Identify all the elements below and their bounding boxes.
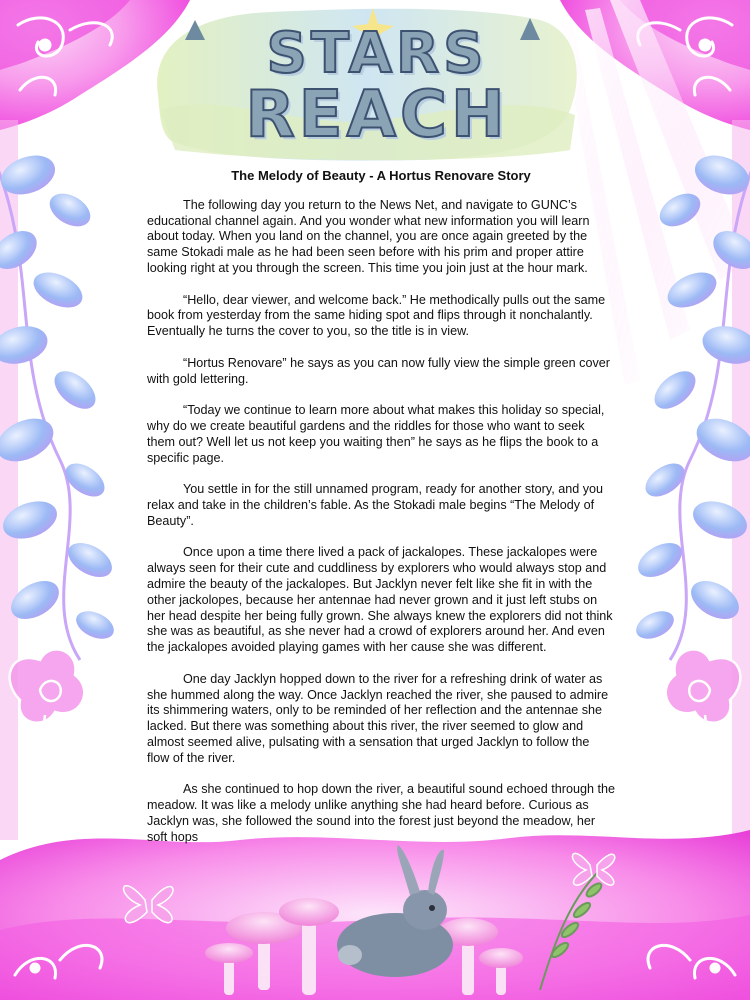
story-paragraph: “Hortus Renovare” he says as you can now fully view the simple green cover with gold lettering. (147, 355, 610, 386)
story-content (147, 168, 615, 861)
story-paragraph: “Today we continue to learn more about what makes this holiday so special, why do we create beautiful gardens and the riddles for those who want to seek them out? Well let us not keep you waiting then” he says as he flips the book to a specific page. (147, 403, 605, 465)
rose-outline-right (666, 649, 741, 860)
story-paragraph: As she continued to hop down the river, a beautiful sound echoed through the meadow. It was like a melody unlike anything she had heard before. Curious as Jacklyn was, she followed the sound into the forest just beyond the meadow, her soft hops (147, 782, 615, 844)
story-paragraph: Once upon a time there lived a pack of jackalopes. These jackalopes were always seen for their cute and cuddliness by explorers who would always stop and admire the beauty of the jackalopes. But Jacklyn never felt like she fit in with the other jackolopes, because her antennae had never grown and it just left stubs on her head despite her being fully grown. She always knew the explorers did not think she was as beautiful, as she never had a crowd of explorers around her. And even the jackalopes avoided playing games with her cause she was different. (147, 545, 613, 655)
story-paragraph: The following day you return to the News Net, and navigate to GUNC’s educational channel again. And you wonder what new information you will learn about today. When you land on the channel, you are once again greeted by the same Stokadi male as he had been seen before with his prim and proper attire looking right at you through the screen. This time you join just at the hour mark. (147, 197, 590, 275)
story-paragraph: You settle in for the still unnamed program, ready for another story, and you relax and take in the children’s fable. As the Stokadi male begins “The Melody of Beauty”. (147, 482, 604, 528)
rose-outline-left (10, 649, 85, 860)
logo-wordmark-line-1: STARS (266, 21, 488, 86)
story-paragraph: One day Jacklyn hopped down to the river for a refreshing drink of water as she hummed along the way. Once Jacklyn reached the river, she paused to admire its shimmering waters, only to be reminded of her reflection and the antennae she lacked. But there was something about this river, the river seemed to glow and almost seemed alive, pulsating with a sensation that urged Jacklyn to follow the flow of the river. (147, 671, 609, 765)
logo-wordmark-line-2: REACH (245, 78, 509, 152)
story-title: The Melody of Beauty - A Hortus Renovare Story (231, 168, 531, 183)
story-paragraph: “Hello, dear viewer, and welcome back.” He methodically pulls out the same book from yesterday from the same hiding spot and flips through it nonchalantly. Eventually he turns the cover to you, so the title is in view. (147, 292, 606, 339)
